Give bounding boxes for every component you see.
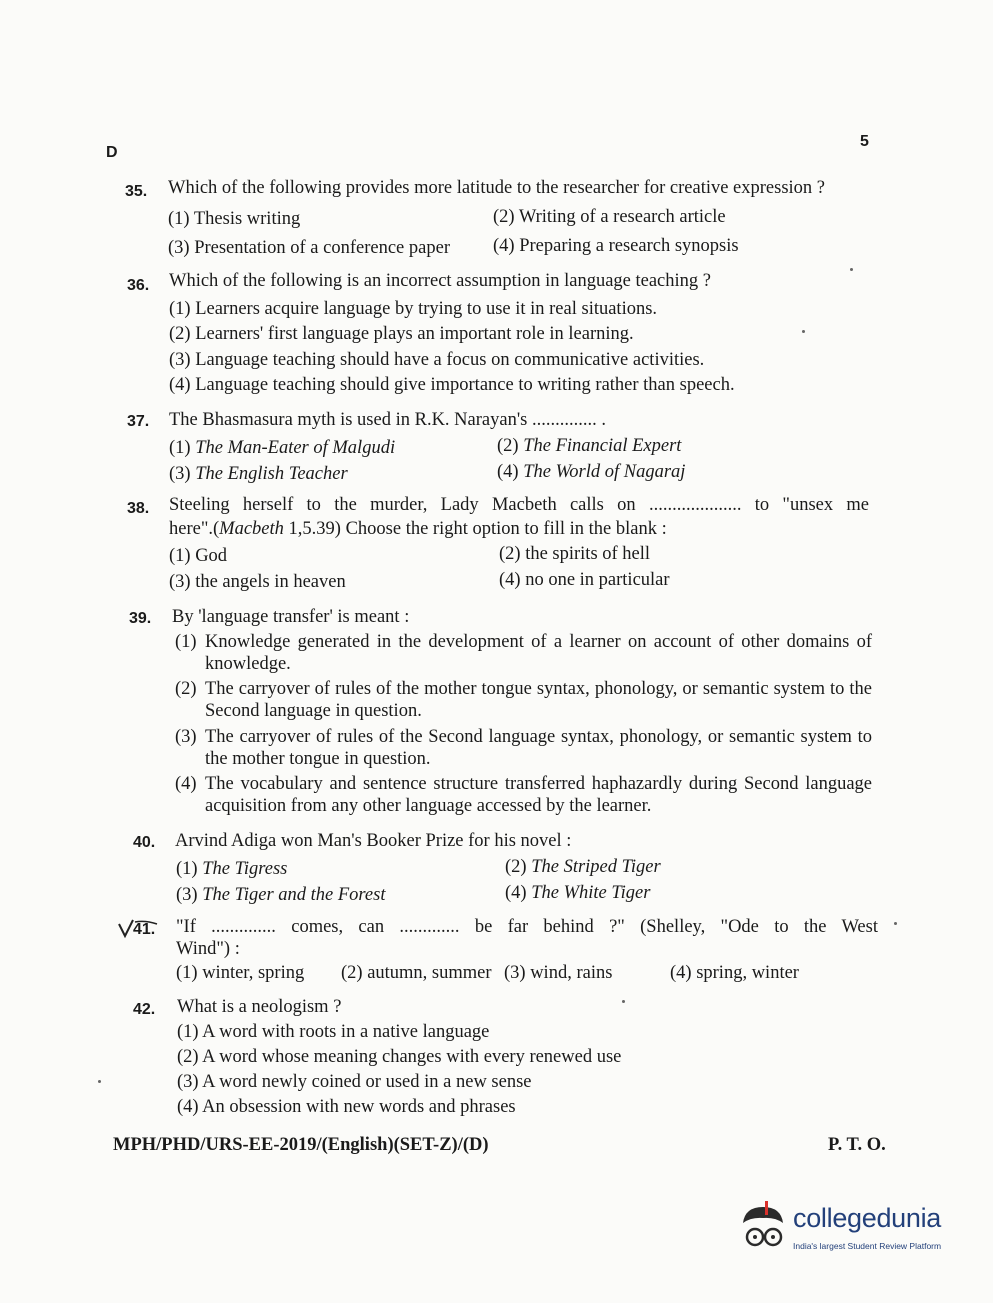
option-4: (4) An obsession with new words and phrases: [177, 1097, 516, 1117]
question-text: By 'language transfer' is meant :: [172, 607, 410, 627]
mascot-icon: [735, 1201, 791, 1253]
option-2: (2) Writing of a research article: [493, 207, 726, 227]
scan-speck: [622, 1000, 625, 1003]
option-1: (1) The Man-Eater of Malgudi: [169, 438, 396, 458]
collegedunia-logo: [735, 1195, 965, 1265]
set-letter: D: [106, 144, 118, 161]
question-number: 39.: [129, 610, 152, 627]
question-number: 35.: [125, 183, 148, 200]
option-3: (3) wind, rains: [504, 963, 613, 983]
option-1: (1) God: [169, 546, 228, 566]
option-3: (3) The English Teacher: [169, 464, 348, 484]
option-3: (3) Language teaching should have a focus on communicative activities.: [169, 350, 705, 370]
question-number: 36.: [127, 277, 150, 294]
paper-code: MPH/PHD/URS-EE-2019/(English)(SET-Z)/(D): [113, 1135, 489, 1155]
option-2: (2) A word whose meaning changes with every renewed use: [177, 1047, 622, 1067]
question-text-line-2: here".(Macbeth 1,5.39) Choose the right option to fill in the blank :: [169, 519, 667, 539]
option-1: (1) The Tigress: [176, 859, 288, 879]
option-2: (2) The Financial Expert: [497, 436, 682, 456]
question-number: 37.: [127, 413, 150, 430]
option-4: (4) The White Tiger: [505, 883, 651, 903]
question-text-line-1: Steeling herself to the murder, Lady Macbeth calls on .................... to "unsex me: [169, 495, 869, 515]
question-number: 42.: [133, 1001, 156, 1018]
page-number: 5: [860, 133, 869, 150]
question-text: Arvind Adiga won Man's Booker Prize for his novel :: [175, 831, 572, 851]
handwritten-tick-mark: [117, 918, 159, 940]
question-number: 40.: [133, 834, 156, 851]
option-3: (3) Presentation of a conference paper: [168, 238, 450, 258]
option-2: (2) Learners' first language plays an important role in learning.: [169, 324, 634, 344]
question-number: 41.: [133, 921, 156, 938]
option-4: (4) The World of Nagaraj: [497, 462, 686, 482]
option-2: (2) The Striped Tiger: [505, 857, 661, 877]
option-3: (3) The carryover of rules of the Second language syntax, phonology, or semantic system to the mother tongue in question.: [175, 727, 872, 769]
option-2: (2) autumn, summer: [341, 963, 492, 983]
question-text: Which of the following is an incorrect assumption in language teaching ?: [169, 271, 711, 291]
option-1: (1) Learners acquire language by trying to use it in real situations.: [169, 299, 658, 319]
scan-speck: [850, 268, 853, 271]
option-4: (4) spring, winter: [670, 963, 799, 983]
scan-speck: [894, 922, 897, 925]
question-text: Which of the following provides more latitude to the researcher for creative expression ?: [168, 178, 826, 198]
option-1: (1) winter, spring: [176, 963, 305, 983]
logo-wordmark: collegedunia: [793, 1203, 942, 1233]
option-1: (1) Knowledge generated in the development of a learner on account of other domains of knowledge.: [175, 632, 872, 674]
question-text-line-2: Wind") :: [176, 939, 240, 959]
question-text: What is a neologism ?: [177, 997, 342, 1017]
pto-note: P. T. O.: [828, 1135, 886, 1155]
option-4: (4) no one in particular: [499, 570, 670, 590]
scan-speck: [98, 1080, 101, 1083]
option-3: (3) A word newly coined or used in a new sense: [177, 1072, 532, 1092]
question-text: The Bhasmasura myth is used in R.K. Narayan's .............. .: [169, 410, 606, 430]
option-1: (1) A word with roots in a native language: [177, 1022, 490, 1042]
scan-speck: [802, 330, 805, 333]
option-4: (4) Language teaching should give importance to writing rather than speech.: [169, 375, 735, 395]
option-4: (4) The vocabulary and sentence structure transferred haphazardly during Second language acquisition from any other language accessed by the learner.: [175, 774, 872, 816]
option-2: (2) The carryover of rules of the mother tongue syntax, phonology, or semantic system to the Second language in question.: [175, 679, 872, 721]
option-3: (3) the angels in heaven: [169, 572, 346, 592]
logo-tagline: India's largest Student Review Platform: [793, 1241, 942, 1251]
question-number: 38.: [127, 500, 150, 517]
option-2: (2) the spirits of hell: [499, 544, 651, 564]
option-3: (3) The Tiger and the Forest: [176, 885, 386, 905]
option-1: (1) Thesis writing: [168, 209, 301, 229]
question-text-line-1: "If .............. comes, can ............. be far behind ?" (Shelley, "Ode to the West: [176, 917, 878, 937]
option-4: (4) Preparing a research synopsis: [493, 236, 739, 256]
